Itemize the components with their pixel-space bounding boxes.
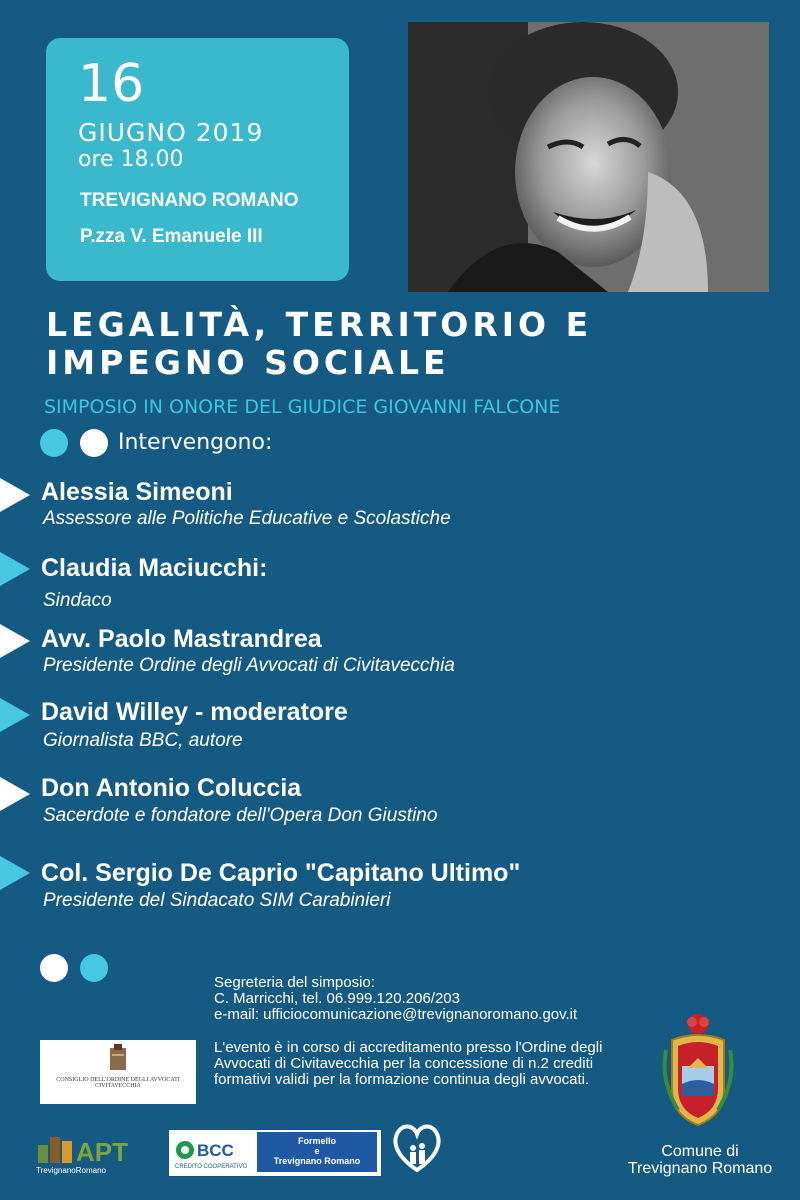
speaker-item [0,856,800,916]
speaker-name: Col. Sergio De Caprio "Capitano Ultimo" [41,859,521,887]
bcc-branch-line-2: e [314,1146,320,1156]
apt-logo [36,1127,144,1175]
bcc-branch-line-3: Trevignano Romano [273,1156,361,1166]
speaker-item [0,773,800,833]
event-place: P.zza V. Emanuele III [80,226,263,247]
ordine-avvocati-logo [40,1040,196,1104]
apt-logo-text: APT [76,1137,128,1167]
bcc-logo-subtext: CREDITO COOPERATIVO [175,1164,248,1170]
crest-graphic [658,1010,738,1135]
bcc-branch-label [257,1132,377,1172]
comune-label [600,1143,800,1177]
subtitle: SIMPOSIO IN ONORE DEL GIUDICE GIOVANNI FALCONE [44,396,561,418]
event-month-year: GIUGNO 2019 [78,118,264,147]
bcc-branch-line-1: Formello [297,1136,336,1146]
speaker-item [0,622,800,682]
comune-label-line-1: Comune di [661,1143,739,1160]
speaker-name: Avv. Paolo Mastrandrea [41,625,322,653]
bcc-logo-text: BCC [197,1141,234,1160]
speaker-name: Don Antonio Coluccia [41,774,302,802]
speaker-item [0,697,800,757]
heart-logo-graphic [388,1118,446,1176]
comune-crest-icon [658,1010,738,1135]
speaker-name: David Willey - moderatore [41,698,348,726]
page-title [46,306,766,382]
decorative-dot-white [80,429,108,457]
speaker-role: Giornalista BBC, autore [43,730,243,751]
secretariat-phone: C. Marricchi, tel. 06.999.120.206/203 [214,990,460,1007]
speaker-name: Claudia Maciucchi: [41,554,268,582]
arrow-icon [0,624,30,658]
speaker-role: Sacerdote e fondatore dell'Opera Don Giustino [43,805,438,826]
comune-label-line-2: Trevignano Romano [627,1160,773,1177]
speaker-role: Presidente del Sindacato SIM Carabinieri [43,890,391,911]
decorative-dot-cyan [40,429,68,457]
apt-logo-graphic [36,1127,144,1175]
heart-logo-icon [388,1118,446,1176]
decorative-dot-white [40,954,68,982]
speaker-role: Presidente Ordine degli Avvocati di Civitavecchia [43,655,455,676]
event-date-box [46,38,349,281]
portrait-illustration [408,22,769,292]
bcc-logo-mark [171,1132,255,1172]
portrait-photo [408,22,769,292]
title-line-1: LEGALITÀ, TERRITORIO E [46,305,593,344]
bcc-logo-graphic [171,1132,255,1172]
speaker-role: Sindaco [43,590,112,611]
speaker-item [0,550,800,610]
arrow-icon [0,478,30,512]
event-time: ore 18.00 [78,147,184,172]
arrow-icon [0,698,30,732]
arrow-icon [0,552,30,586]
speaker-role: Assessore alle Politiche Educative e Scolastiche [43,508,451,529]
event-day: 16 [78,54,145,114]
ordine-emblem-icon [40,1040,196,1076]
accreditation-note: L'evento è in corso di accreditamento presso l'Ordine degli Avvocati di Civitavecchia per la concessione di n.2 crediti formativi validi per la formazione continua degli avvocati. [214,1039,603,1088]
arrow-icon [0,856,30,890]
ordine-logo-text: CONSIGLIO DELL'ORDINE DEGLI AVVOCATI CIVITAVECCHIA [56,1077,180,1089]
speakers-intro: Intervengono: [118,430,273,455]
bcc-logo [168,1129,382,1177]
speaker-item [0,474,800,534]
secretariat-heading: Segreteria del simposio: [214,974,375,991]
speaker-name: Alessia Simeoni [41,478,233,506]
event-town: TREVIGNANO ROMANO [80,190,299,211]
secretariat-contact [214,975,577,1023]
decorative-dot-cyan [80,954,108,982]
secretariat-email: e-mail: ufficiocomunicazione@trevignanoromano.gov.it [214,1006,578,1023]
apt-logo-subtext: TrevignanoRomano [36,1166,106,1175]
title-line-2: IMPEGNO SOCIALE [46,343,450,382]
arrow-icon [0,777,30,811]
